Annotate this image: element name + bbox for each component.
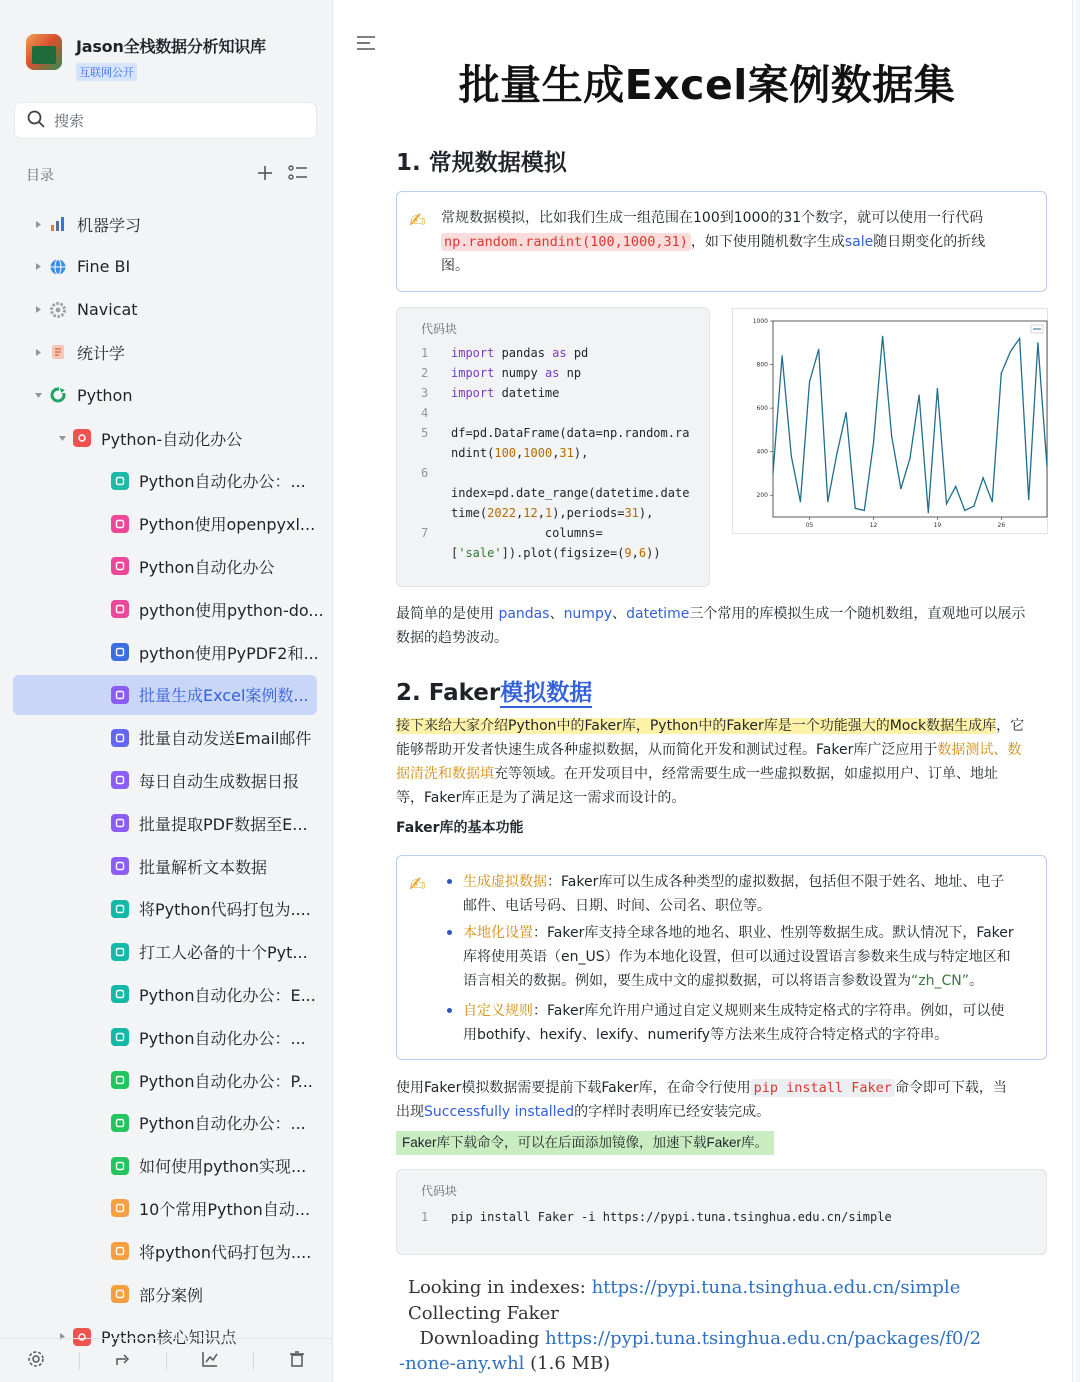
caret-down-icon[interactable] xyxy=(55,431,69,445)
terminal-output-line: Looking in indexes: https://pypi.tuna.tsinghua.edu.cn/simple xyxy=(408,1277,961,1298)
writing-hand-icon: ✍ xyxy=(409,208,426,232)
data-point xyxy=(864,510,865,511)
outline-list-icon[interactable] xyxy=(288,164,308,186)
line-number: 7 xyxy=(421,526,429,540)
sidebar-item[interactable] xyxy=(13,803,317,843)
data-point xyxy=(982,477,983,478)
callout-box xyxy=(396,191,1047,292)
callout-text: 常规数据模拟，比如我们生成一组范围在100到1000的31个数字，就可以使用一行代码 np.random.randint(100,1000,31) ，如下使用随机数字生成sale随日期变化的折线 图。 xyxy=(441,210,986,274)
data-point xyxy=(836,453,837,454)
page-title: 批量生成Excel案例数据集 xyxy=(458,61,956,109)
code-line: import datetime xyxy=(451,386,560,400)
sidebar-item[interactable] xyxy=(13,632,317,672)
bar-chart-icon xyxy=(49,215,67,233)
knowledge-base-logo xyxy=(26,34,62,70)
writing-hand-icon: ✍ xyxy=(409,872,426,896)
data-point xyxy=(937,388,938,389)
flame-icon xyxy=(111,1285,129,1303)
sidebar-item-label: 批量自动发送Email邮件 xyxy=(139,729,312,749)
sidebar-footer xyxy=(0,1338,333,1382)
line-number: 3 xyxy=(421,386,429,400)
sidebar-item-label: 打工人必备的十个Pyt... xyxy=(139,943,308,963)
sidebar-item-label: python使用python-do... xyxy=(139,600,324,620)
document-icon xyxy=(49,343,67,361)
data-point xyxy=(900,488,901,489)
sidebar-item[interactable] xyxy=(13,375,317,415)
settings-icon[interactable] xyxy=(27,1350,45,1372)
code-line: time(2022,12,1),periods=31), xyxy=(451,506,654,520)
data-point xyxy=(1010,351,1011,352)
doc-green-icon xyxy=(111,1114,129,1132)
series-line xyxy=(773,336,1047,512)
sidebar-item-label: Python自动化办公：... xyxy=(139,1028,306,1048)
paragraph: 接下来给大家介绍Python中的Faker库，Python中的Faker库是一个功能强大的Mock数据生成库，它 能够帮助开发者快速生成各种虚拟数据，从而简化开发和测试过程。Faker库广泛应用于数据测试、数 据清洗和数据填充等领域。在开发项目中，经常需要生成一些虚拟数据，如虚拟用户、订单、地址 等，Faker库正是为了满足这一需求而设计的。 xyxy=(396,718,1025,806)
x-tick-label: 19 xyxy=(933,522,942,529)
paragraph: 使用Faker模拟数据需要提前下载Faker库，在命令行使用 pip install Faker 命令即可下载，当 出现Successfully installed的字样时表明库已经安装完成。 xyxy=(396,1080,1007,1120)
inline-code: pip install Faker xyxy=(751,1079,895,1097)
grid-icon xyxy=(111,729,129,747)
sidebar-item[interactable] xyxy=(13,889,317,929)
share-icon[interactable] xyxy=(114,1350,132,1372)
sidebar-item-label: Python自动化办公 xyxy=(139,557,275,577)
sidebar-item-label: Python自动化办公：... xyxy=(139,1114,306,1134)
sidebar-item-label: Python自动化办公：E... xyxy=(139,985,316,1005)
caret-right-icon[interactable] xyxy=(31,303,45,317)
data-point xyxy=(855,508,856,509)
data-point xyxy=(791,455,792,456)
sidebar-item[interactable] xyxy=(13,290,317,330)
y-tick-label: 200 xyxy=(756,492,768,500)
sidebar-item-label: 机器学习 xyxy=(77,215,142,235)
data-point xyxy=(1046,466,1047,467)
sidebar-item-label: Python核心知识点 xyxy=(101,1328,237,1348)
sidebar-item-label: Navicat xyxy=(77,300,138,320)
list-item: 自定义规则：Faker库允许用户通过自定义规则来生成特定格式的字符串。例如，可以使 用bothify、hexify、lexify、numerify等方法来生成符合特定格式的字符串。 xyxy=(463,999,1043,1047)
refresh-icon xyxy=(49,386,67,404)
code-block[interactable] xyxy=(396,307,710,587)
sidebar-item[interactable] xyxy=(13,718,317,758)
section-heading-2: 2. Faker模拟数据 xyxy=(396,680,593,706)
data-point xyxy=(1001,373,1002,374)
line-number: 1 xyxy=(421,346,429,360)
sidebar-item-label: 将Python代码打包为.... xyxy=(139,900,311,920)
sidebar-item-label: 每日自动生成数据日报 xyxy=(139,771,300,791)
data-point xyxy=(992,501,993,502)
doc-teal-icon xyxy=(111,1028,129,1046)
list-icon xyxy=(111,857,129,875)
trash-icon[interactable] xyxy=(288,1350,306,1372)
line-number: 5 xyxy=(421,426,429,440)
globe-icon xyxy=(49,258,67,276)
sidebar-item[interactable] xyxy=(13,1231,317,1271)
search-placeholder: 搜索 xyxy=(54,112,85,130)
data-point xyxy=(946,503,947,504)
data-point xyxy=(772,473,773,474)
sidebar-item-label: 批量解析文本数据 xyxy=(139,857,268,877)
heart-icon xyxy=(111,515,129,533)
gear-icon xyxy=(49,301,67,319)
inline-code: np.random.randint(100,1000,31) xyxy=(441,233,691,251)
plot-frame xyxy=(773,321,1047,517)
code-line: import pandas as pd xyxy=(451,346,589,360)
sidebar-item[interactable] xyxy=(13,247,317,287)
document-tree xyxy=(0,202,333,1348)
highlight-note: Faker库下载命令，可以在后面添加镜像，加速下载Faker库。 xyxy=(396,1131,774,1155)
code-line: ['sale']).plot(figsize=(9,6)) xyxy=(451,546,661,560)
doc-purple-icon xyxy=(111,814,129,832)
sidebar-item-label: Fine BI xyxy=(77,257,131,277)
data-point xyxy=(909,458,910,459)
list-item: 生成虚拟数据：Faker库可以生成各种类型的虚拟数据，包括但不限于姓名、地址、电子 邮件、电话号码、日期、时间、公司名、职位等。 xyxy=(463,870,1043,918)
data-point xyxy=(818,349,819,350)
data-point xyxy=(827,501,828,502)
caret-right-icon[interactable] xyxy=(31,260,45,274)
sidebar-item[interactable] xyxy=(13,675,317,715)
record-icon xyxy=(73,429,91,447)
sidebar-item-label: 批量生成Excel案例数... xyxy=(139,686,309,706)
sidebar-item-label: 将python代码打包为.... xyxy=(139,1242,312,1262)
line-number: 2 xyxy=(421,366,429,380)
doc-green-icon xyxy=(111,1071,129,1089)
doc-teal-icon xyxy=(111,900,129,918)
data-point xyxy=(873,442,874,443)
sidebar-item[interactable] xyxy=(13,1060,317,1100)
search-icon xyxy=(27,110,45,132)
search-input[interactable] xyxy=(14,102,317,139)
x-tick-label: 26 xyxy=(997,522,1006,529)
sidebar-item[interactable] xyxy=(13,1103,317,1143)
knowledge-base-header[interactable] xyxy=(26,34,266,81)
sidebar-item-label: 统计学 xyxy=(77,343,126,363)
code-line: import numpy as np xyxy=(451,366,582,380)
caret-right-icon[interactable] xyxy=(31,345,45,359)
data-point xyxy=(928,512,929,513)
link-icon xyxy=(111,643,129,661)
data-point xyxy=(973,506,974,507)
sidebar-item[interactable] xyxy=(13,1017,317,1057)
code-line: df=pd.DataFrame(data=np.random.ra xyxy=(451,426,690,440)
data-point xyxy=(800,501,801,502)
sidebar-item-label: 10个常用Python自动... xyxy=(139,1199,311,1219)
sidebar-item[interactable] xyxy=(13,974,317,1014)
y-tick-label: 600 xyxy=(756,405,768,413)
doc-purple-icon xyxy=(111,771,129,789)
terminal-output-line: Downloading https://pypi.tuna.tsinghua.edu.cn/packages/f0/2 xyxy=(408,1328,982,1349)
line-chart-svg xyxy=(733,309,1049,535)
section-heading-1: 1. 常规数据模拟 xyxy=(396,150,567,176)
code-line: pip install Faker -i https://pypi.tuna.tsinghua.edu.cn/simple xyxy=(451,1210,892,1224)
sidebar-item[interactable] xyxy=(13,504,317,544)
y-tick-label: 400 xyxy=(756,448,768,456)
sidebar-item-label: Python xyxy=(77,385,133,405)
doc-green-icon xyxy=(111,1157,129,1175)
y-tick-label: 1000 xyxy=(752,318,768,325)
doc-teal-icon xyxy=(111,943,129,961)
terminal-output-line: Collecting Faker xyxy=(408,1303,559,1324)
knowledge-base-title: Jason全栈数据分析知识库 xyxy=(76,37,266,56)
code-line: index=pd.date_range(datetime.date xyxy=(451,486,690,500)
data-point xyxy=(1037,342,1038,343)
code-block-label: 代码块 xyxy=(421,1184,458,1198)
data-point xyxy=(845,412,846,413)
terminal-output-line: -none-any.whl (1.6 MB) xyxy=(399,1353,611,1374)
doc-orange-icon xyxy=(111,1199,129,1217)
sidebar-item[interactable] xyxy=(13,932,317,972)
doc-purple-icon xyxy=(111,686,129,704)
toc-label: 目录 xyxy=(26,168,54,184)
sidebar-item[interactable] xyxy=(13,760,317,800)
x-tick-label: 05 xyxy=(805,522,814,529)
sidebar-item-label: python使用PyPDF2和... xyxy=(139,643,319,663)
sidebar-item-label: Python使用openpyxl... xyxy=(139,515,316,535)
doc-teal-icon xyxy=(111,985,129,1003)
data-point xyxy=(882,336,883,337)
code-line: columns= xyxy=(451,526,603,540)
data-point xyxy=(1019,338,1020,339)
sidebar-item[interactable] xyxy=(13,332,317,372)
data-point xyxy=(955,486,956,487)
sidebar-item[interactable] xyxy=(13,846,317,886)
sidebar-item[interactable] xyxy=(13,204,317,244)
line-number: 4 xyxy=(421,406,429,420)
data-point xyxy=(919,394,920,395)
caret-right-icon[interactable] xyxy=(31,217,45,231)
sidebar-item-label: Python自动化办公：P... xyxy=(139,1071,313,1091)
sidebar-item[interactable] xyxy=(13,546,317,586)
sidebar-item-label: Python-自动化办公 xyxy=(101,429,243,449)
sidebar xyxy=(0,0,333,1382)
data-point xyxy=(891,436,892,437)
public-badge: 互联网公开 xyxy=(76,63,137,81)
code-line: ndint(100,1000,31), xyxy=(451,446,589,460)
y-tick-label: 800 xyxy=(756,361,768,369)
sidebar-item[interactable] xyxy=(13,1274,317,1314)
list-item: 本地化设置：Faker库支持全球各地的地名、职业、性别等数据生成。默认情况下，Faker 库将使用英语（en_US）作为本地化设置，但可以通过设置语言参数来生成与特定地区和 语言相关的数据。例如，要生成中文的虚拟数据，可以将语言参数设置为“zh_CN”。 xyxy=(463,921,1043,993)
plus-icon[interactable] xyxy=(256,164,274,186)
line-number: 6 xyxy=(421,466,429,480)
toc-header xyxy=(26,162,308,188)
code-block[interactable] xyxy=(396,1169,1047,1255)
stats-icon[interactable] xyxy=(201,1350,219,1372)
tag-icon xyxy=(111,557,129,575)
data-point xyxy=(964,510,965,511)
sidebar-item-label: 部分案例 xyxy=(139,1285,204,1305)
circle-icon xyxy=(111,600,129,618)
doc-teal-icon xyxy=(111,472,129,490)
paragraph: 最简单的是使用 pandas、numpy、datetime三个常用的库模拟生成一个随机数组，直观地可以展示 数据的趋势波动。 xyxy=(396,606,1026,646)
code-block-label: 代码块 xyxy=(421,322,458,336)
callout-box xyxy=(396,855,1047,1060)
data-point xyxy=(782,355,783,356)
document-area xyxy=(334,0,1080,1382)
sidebar-item-label: 批量提取PDF数据至E... xyxy=(139,814,308,834)
caret-down-icon[interactable] xyxy=(31,388,45,402)
doc-orange-icon xyxy=(111,1242,129,1260)
sidebar-item[interactable] xyxy=(13,1188,317,1228)
x-tick-label: 12 xyxy=(869,522,878,529)
sidebar-item[interactable] xyxy=(13,461,317,501)
sidebar-item[interactable] xyxy=(13,589,324,629)
subheading: Faker库的基本功能 xyxy=(396,820,524,836)
sidebar-item[interactable] xyxy=(13,418,317,458)
sidebar-item[interactable] xyxy=(13,1146,317,1186)
data-point xyxy=(809,381,810,382)
sidebar-item-label: Python自动化办公：... xyxy=(139,472,306,492)
sidebar-item-label: 如何使用python实现... xyxy=(139,1157,307,1177)
line-chart xyxy=(732,308,1048,534)
line-number: 1 xyxy=(421,1210,429,1224)
data-point xyxy=(1028,499,1029,500)
